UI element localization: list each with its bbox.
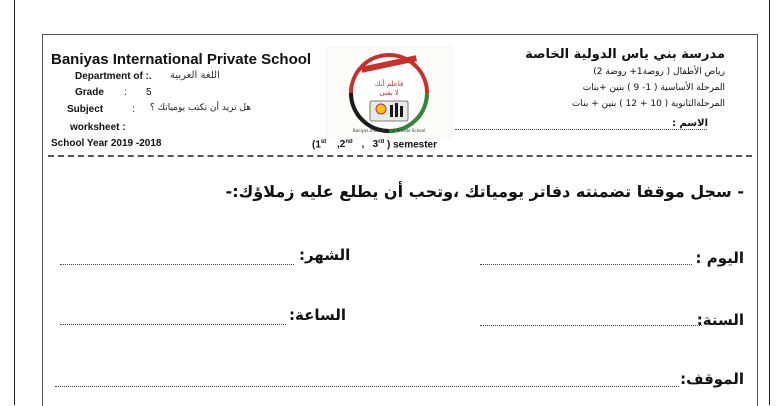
logo-ring-text: Baniyas International Private School xyxy=(352,128,426,133)
grade-colon: : xyxy=(124,87,127,98)
semester-suffix: ) semester xyxy=(386,139,437,151)
year-blank-line xyxy=(480,325,702,326)
grade-label: Grade xyxy=(75,87,104,98)
name-blank-line xyxy=(455,129,707,130)
month-blank-line xyxy=(60,264,294,265)
header-separator xyxy=(48,155,752,157)
subject-colon: : xyxy=(132,104,135,115)
school-year: School Year 2019 -2018 xyxy=(51,138,162,149)
semester-second-sup: nd xyxy=(345,139,353,145)
school-logo xyxy=(326,47,452,139)
situation-label: الموقف: xyxy=(680,370,744,388)
semester-third-sup: rd xyxy=(378,139,385,145)
logo-text-line2: لا بغنى xyxy=(379,89,399,97)
year-label: السنة: xyxy=(696,311,744,329)
kindergarten-line: رياض الأطفال ( روضة1+ روضة 2) xyxy=(593,67,725,77)
semester-first: 1 xyxy=(315,139,321,151)
department-label: Department of :. xyxy=(75,71,152,82)
semester-third: , 3 xyxy=(361,139,379,151)
logo-at-icon xyxy=(376,104,386,114)
hour-label: الساعة: xyxy=(289,306,347,324)
school-name-en: Baniyas International Private School xyxy=(51,51,312,68)
page-border-right xyxy=(769,0,770,405)
day-label: اليوم : xyxy=(695,249,744,267)
situation-blank-line xyxy=(55,386,679,387)
primary-stage-line: المرحلة الأساسية ( 1- 9 ) بنين +بنات xyxy=(582,83,725,93)
instruction-text: - سجل موقفا تضمنته دفاتر يومياتك ،وتحب أن يطلع عليه زملاؤك:- xyxy=(225,182,744,201)
month-label: الشهر: xyxy=(299,246,351,264)
day-blank-line xyxy=(480,264,692,265)
semester-open-paren: ( xyxy=(312,139,316,151)
subject-value: هل تريد أن تكتب يومياتك ؟ xyxy=(150,103,252,113)
name-label: الاسم : xyxy=(671,118,708,129)
school-name-ar: مدرسة بني ياس الدولية الخاصة xyxy=(525,47,725,62)
department-value: اللغة العربية xyxy=(170,70,220,81)
worksheet-label: worksheet : xyxy=(70,122,126,133)
semester-first-sup: st xyxy=(320,139,327,145)
secondary-stage-line: المرحلةالثانوية ( 10 + 12 ) بنين + بنات xyxy=(571,99,725,109)
hour-blank-line xyxy=(60,324,286,325)
semester-second: ,2 xyxy=(337,139,346,151)
page-border-left xyxy=(14,0,15,405)
logo-text-line1: فاعلم أنك xyxy=(374,80,404,88)
semester-line xyxy=(312,139,437,150)
subject-label: Subject xyxy=(67,104,104,115)
grade-value: 5 xyxy=(146,87,152,98)
